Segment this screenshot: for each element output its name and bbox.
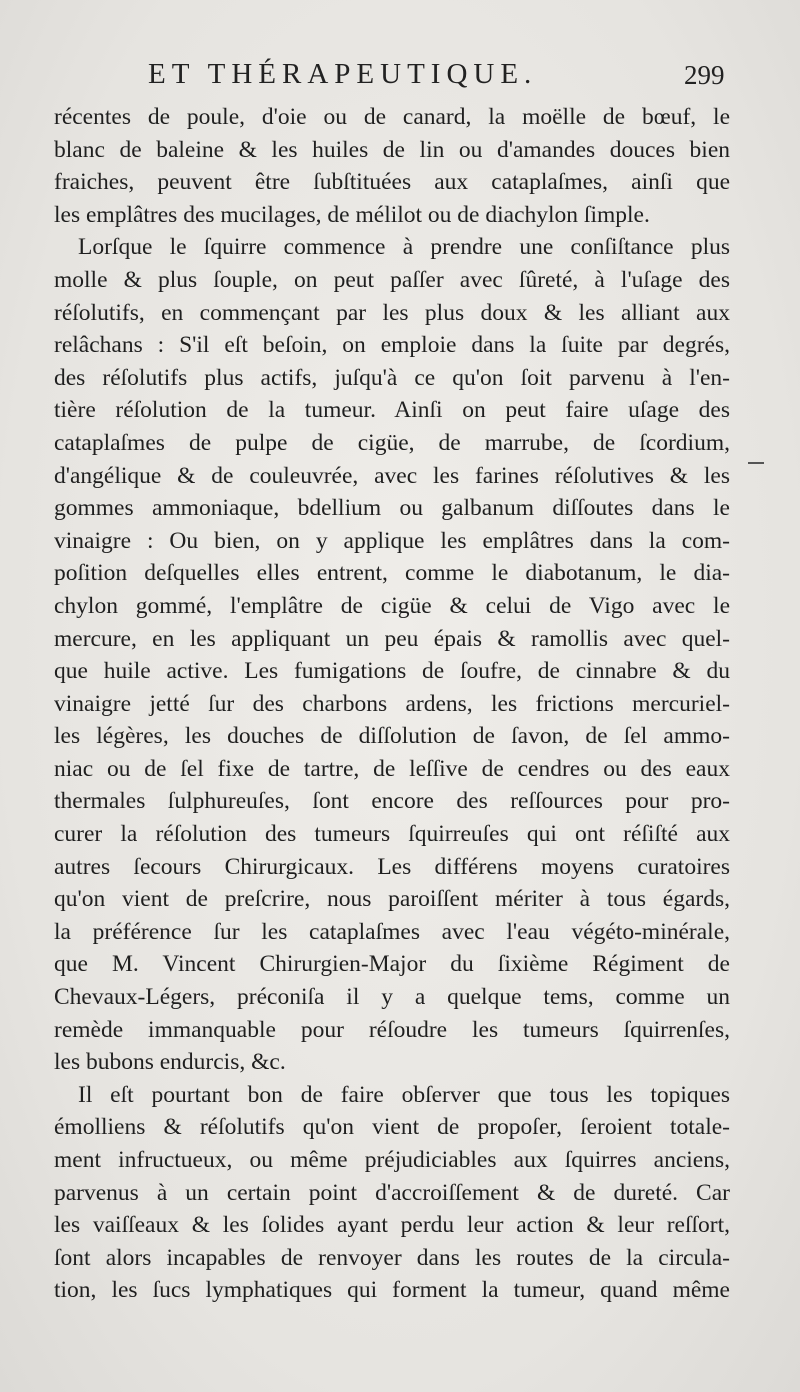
text-line: parvenus à un certain point d'accroiſſement & de dureté. Car [54, 1179, 730, 1206]
text-line: tion, les ſucs lymphatiques qui forment la tumeur, quand même [54, 1277, 730, 1304]
text-line: fraiches, peuvent être ſubſtituées aux cataplaſmes, ainſi que [54, 169, 730, 196]
text-line: la préférence ſur les cataplaſmes avec l'eau végéto-minérale, [54, 918, 730, 945]
text-line: vinaigre jetté ſur des charbons ardens, les frictions mercuriel- [54, 690, 730, 717]
text-line: thermales ſulphureuſes, ſont encore des reſſources pour pro- [54, 788, 730, 815]
margin-dash-mark [748, 462, 764, 464]
text-line: que M. Vincent Chirurgien-Major du ſixième Régiment de [54, 951, 730, 978]
text-line: mercure, en les appliquant un peu épais & ramollis avec quel- [54, 625, 730, 652]
text-line: chylon gommé, l'emplâtre de cigüe & celui de Vigo avec le [54, 592, 730, 619]
text-line: relâchans : S'il eſt beſoin, on emploie dans la ſuite par degrés, [54, 332, 730, 359]
text-line: cataplaſmes de pulpe de cigüe, de marrube, de ſcordium, [54, 429, 730, 456]
text-line: curer la réſolution des tumeurs ſquirreuſes qui ont réſiſté aux [54, 821, 730, 848]
text-line: Il eſt pourtant bon de faire obſerver que tous les topiques [78, 1081, 730, 1108]
text-line: ment infructueux, ou même préjudiciables aux ſquirres anciens, [54, 1147, 730, 1173]
text-line: blanc de baleine & les huiles de lin ou d'amandes douces bien [54, 136, 730, 163]
running-head [0, 58, 800, 98]
text-line: récentes de poule, d'oie ou de canard, la moëlle de bœuf, le [54, 104, 730, 130]
text-line: réſolutifs, en commençant par les plus doux & les alliant aux [54, 299, 730, 326]
text-line: remède immanquable pour réſoudre les tumeurs ſquirrenſes, [54, 1016, 730, 1043]
text-line: autres ſecours Chirurgicaux. Les différens moyens curatoires [54, 853, 730, 880]
text-line: les bubons endurcis, &c. [54, 1049, 286, 1076]
text-line: ſont alors incapables de renvoyer dans les routes de la circula- [54, 1244, 730, 1271]
body-text [54, 101, 730, 1307]
text-line: Lorſque le ſquirre commence à prendre une conſiſtance plus [78, 234, 730, 261]
text-line: Chevaux-Légers, préconiſa il y a quelque tems, comme un [54, 984, 730, 1011]
text-line: tière réſolution de la tumeur. Ainſi on peut faire uſage des [54, 397, 730, 424]
text-line: des réſolutifs plus actifs, juſqu'à ce qu'on ſoit parvenu à l'en- [54, 364, 730, 391]
running-head-title: ET THÉRAPEUTIQUE. [148, 58, 538, 90]
text-line: les vaiſſeaux & les ſolides ayant perdu leur action & leur reſſort, [54, 1212, 730, 1239]
page-number: 299 [684, 60, 725, 90]
text-line: molle & plus ſouple, on peut paſſer avec ſûreté, à l'uſage des [54, 266, 730, 293]
text-line: vinaigre : Ou bien, on y applique les emplâtres dans la com- [54, 527, 730, 554]
text-line: qu'on vient de preſcrire, nous paroiſſent mériter à tous égards, [54, 886, 730, 913]
text-line: niac ou de ſel fixe de tartre, de leſſive de cendres ou des eaux [54, 755, 730, 782]
text-line: les emplâtres des mucilages, de mélilot ou de diachylon ſimple. [54, 201, 650, 228]
text-line: d'angélique & de couleuvrée, avec les farines réſolutives & les [54, 462, 730, 489]
text-line: poſition deſquelles elles entrent, comme le diabotanum, le dia- [54, 560, 730, 587]
text-line: gommes ammoniaque, bdellium ou galbanum diſſoutes dans le [54, 495, 730, 522]
text-line: les légères, les douches de diſſolution de ſavon, de ſel ammo- [54, 723, 730, 750]
text-line: émolliens & réſolutifs qu'on vient de propoſer, ſeroient totale- [54, 1114, 730, 1141]
text-line: que huile active. Les fumigations de ſoufre, de cinnabre & du [54, 658, 730, 685]
